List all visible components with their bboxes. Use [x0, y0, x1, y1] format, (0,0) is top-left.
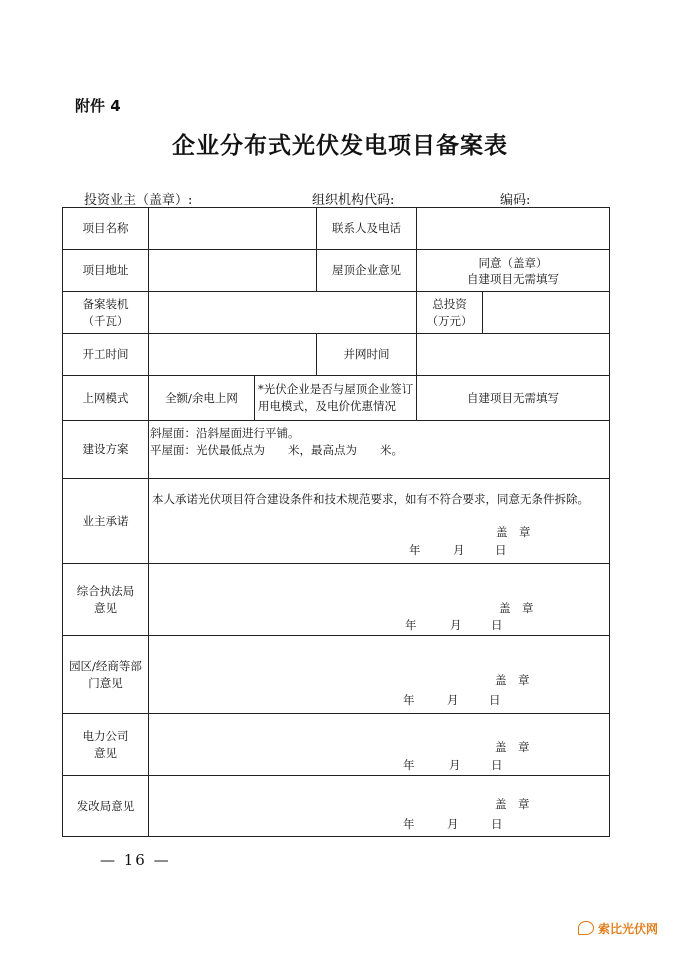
enforcement-label-line2: 意见	[94, 600, 117, 615]
park-year: 年	[403, 693, 415, 707]
grid-time-label: 并网时间	[317, 334, 417, 376]
roof-owner-agree-text: 同意（盖章）	[478, 255, 548, 270]
investment-label-line1: 总投资	[432, 296, 467, 311]
power-year: 年	[403, 758, 415, 772]
promise-stamp: 盖 章	[496, 525, 531, 539]
power-label-line1: 电力公司	[82, 728, 129, 743]
promise-text: 本人承诺光伏项目符合建设条件和技术规范要求，如有不符合要求，同意无条件拆除。	[152, 492, 589, 506]
construction-plan-field[interactable]	[149, 421, 610, 479]
ndrc-field[interactable]	[149, 776, 610, 837]
enforcement-label	[63, 564, 149, 636]
roof-owner-opinion-field[interactable]	[417, 250, 610, 292]
power-label-line2: 意见	[94, 745, 117, 760]
watermark-text: 索比光伏网	[597, 922, 658, 936]
park-label-line1: 园区/经商等部	[69, 658, 142, 673]
contact-label: 联系人及电话	[317, 208, 417, 250]
promise-day: 日	[495, 543, 507, 557]
row-project-name	[63, 208, 610, 250]
pv-agreement-note: *光伏企业是否与屋顶企业签订用电模式，及电价优惠情况	[255, 376, 417, 421]
power-month: 月	[449, 758, 461, 772]
capacity-label-line2: （千瓦）	[82, 313, 129, 328]
plan-sloped-roof: 斜屋面：沿斜屋面进行平铺。	[150, 426, 300, 440]
row-grid-mode	[63, 376, 610, 421]
power-company-label	[63, 714, 149, 776]
contact-field[interactable]	[417, 208, 610, 250]
ndrc-label: 发改局意见	[63, 776, 149, 837]
investor-label: 投资业主（盖章）:	[84, 193, 193, 208]
row-enforcement	[63, 564, 610, 636]
investment-label	[417, 292, 483, 334]
enforcement-month: 月	[450, 618, 462, 632]
row-project-address	[63, 250, 610, 292]
power-day: 日	[491, 758, 503, 772]
owner-promise-label: 业主承诺	[63, 479, 149, 564]
watermark	[578, 920, 658, 937]
roof-owner-self-built-text: 自建项目无需填写	[467, 271, 559, 286]
power-stamp: 盖 章	[495, 740, 530, 754]
ndrc-year: 年	[403, 817, 415, 831]
pv-agreement-field[interactable]: 自建项目无需填写	[417, 376, 610, 421]
enforcement-stamp: 盖 章	[499, 601, 534, 615]
row-owner-promise	[63, 479, 610, 564]
serial-label: 编码:	[500, 193, 531, 208]
capacity-label	[63, 292, 149, 334]
park-label-line2: 门意见	[88, 675, 123, 690]
row-construction-plan	[63, 421, 610, 479]
park-month: 月	[447, 693, 459, 707]
plan-flat-roof: 平屋面：光伏最低点为 米，最高点为 米。	[150, 443, 403, 457]
park-field[interactable]	[149, 636, 610, 714]
park-stamp: 盖 章	[495, 673, 530, 687]
filing-form-table	[62, 207, 610, 837]
project-name-field[interactable]	[149, 208, 317, 250]
row-power-company	[63, 714, 610, 776]
grid-time-field[interactable]	[417, 334, 610, 376]
park-label	[63, 636, 149, 714]
capacity-field[interactable]	[149, 292, 417, 334]
capacity-label-line1: 备案装机	[82, 296, 129, 311]
row-ndrc	[63, 776, 610, 837]
project-name-label: 项目名称	[63, 208, 149, 250]
grid-mode-field[interactable]: 全额/余电上网	[149, 376, 255, 421]
project-address-field[interactable]	[149, 250, 317, 292]
attachment-label: 附件 4	[75, 97, 121, 115]
power-company-field[interactable]	[149, 714, 610, 776]
row-start-time	[63, 334, 610, 376]
roof-owner-opinion-label: 屋顶企业意见	[317, 250, 417, 292]
investment-label-line2: （万元）	[426, 313, 473, 328]
enforcement-year: 年	[405, 618, 417, 632]
promise-month: 月	[453, 543, 465, 557]
enforcement-day: 日	[491, 618, 503, 632]
construction-plan-label: 建设方案	[63, 421, 149, 479]
ndrc-day: 日	[491, 817, 503, 831]
owner-promise-field[interactable]	[149, 479, 610, 564]
ndrc-stamp: 盖 章	[495, 797, 530, 811]
project-address-label: 项目地址	[63, 250, 149, 292]
investment-field[interactable]	[483, 292, 610, 334]
enforcement-field[interactable]	[149, 564, 610, 636]
start-time-label: 开工时间	[63, 334, 149, 376]
grid-mode-label: 上网模式	[63, 376, 149, 421]
row-capacity	[63, 292, 610, 334]
row-park	[63, 636, 610, 714]
enforcement-label-line1: 综合执法局	[76, 583, 135, 598]
promise-year: 年	[409, 543, 421, 557]
page-number: — 16 —	[100, 851, 171, 869]
park-day: 日	[489, 693, 501, 707]
org-code-label: 组织机构代码:	[312, 193, 395, 208]
start-time-field[interactable]	[149, 334, 317, 376]
form-title: 企业分布式光伏发电项目备案表	[172, 132, 508, 159]
chat-bubble-icon	[578, 921, 594, 935]
ndrc-month: 月	[447, 817, 459, 831]
